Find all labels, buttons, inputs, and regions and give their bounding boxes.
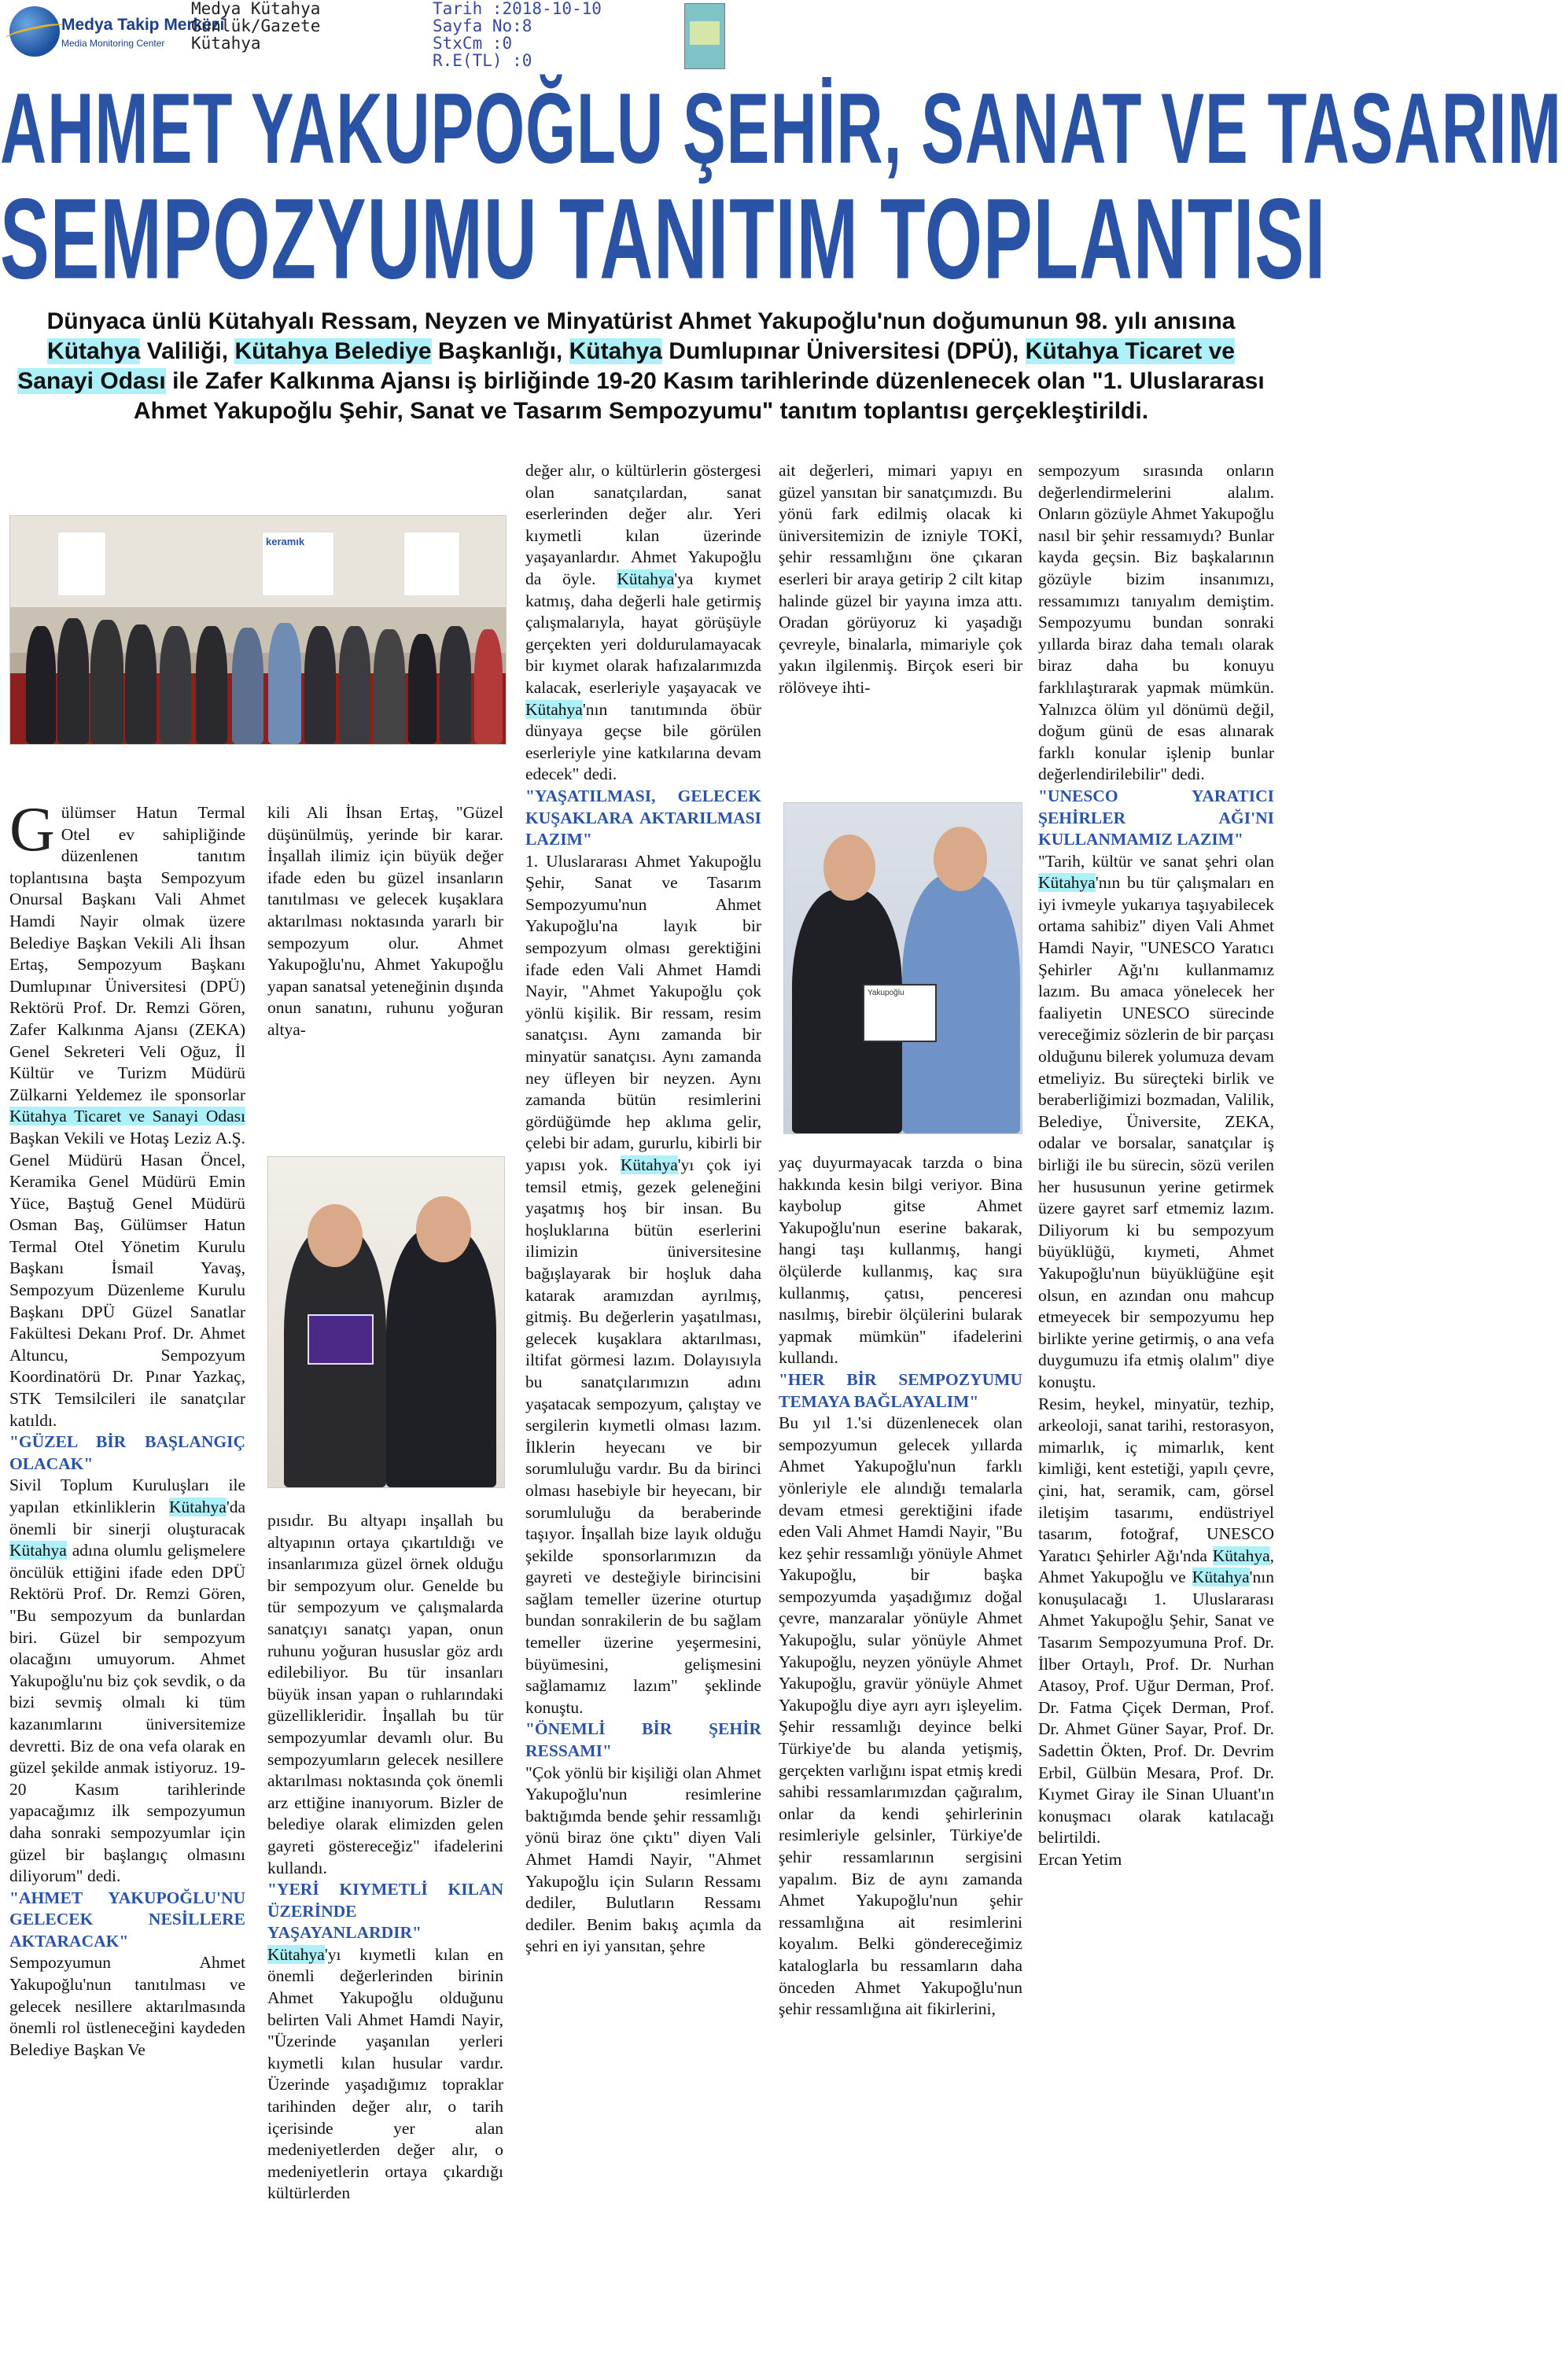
highlight: Kütahya [569,338,662,364]
banner-stand [57,532,106,596]
text: 'nın tanıtımında öbür dünyaya geçse bile görülen eserleriyle yine katkılarına devam edecek" dedi. [525,699,761,784]
folder-icon [863,984,937,1042]
highlight: Kütahya [9,1541,67,1560]
lead-text: Dünyaca ünlü Kütahyalı Ressam, Neyzen ve Minyatürist Ahmet Yakupoğlu'nun doğumunun 98. yılı anısına [46,308,1236,334]
paragraph [525,460,761,786]
paragraph: yaç duyurmayacak tarzda o bina hakkında kesin bilgi veriyor. Bina kaybolup gitse Ahmet Yakupoğlu'nun eserine bakarak, hangi taşı kullanmış, hangi ölçülerde kullanmış, kaç sıra kullanmış, çatısı, penceresi nasılmış, birebir ölçülerini bularak yapmak mümkün" ifadelerini kullandı. [779,1153,1022,1368]
person [408,634,437,744]
paragraph: "Çok yönlü bir kişiliği olan Ahmet Yakupoğlu'nun resimlerine baktığımda bende şehir ressamlığı yönü biraz öne çıktı" diyen Vali Ahmet Hamdi Nayir, "Ahmet Yakupoğlu için Suların Ressamı dediler, Bulutların Ressamı dediler. Benim bakış açımla da şehri en iyi yansıtan, şehre [525,1763,761,1956]
lead-text: Valiliği, [140,338,235,364]
highlight: Kütahya [1212,1546,1270,1565]
person [90,620,123,744]
highlight: Kütahya [525,699,583,719]
person-head [416,1196,471,1262]
page-line: Sayfa No:8 [433,17,532,35]
article-column-2-top [267,802,503,1148]
presentation-photo-2 [783,802,1022,1134]
text: "Tarih, kültür ve sanat şehri olan [1038,851,1274,871]
person [268,623,301,744]
byline: Ercan Yetim [1038,1850,1122,1869]
date-line: Tarih :2018-10-10 [433,0,602,18]
text: adına olumlu gelişmelere öncülük ettiğini ifade eden DPÜ Rektörü Prof. Dr. Remzi Gören, "Bu sempozyum da bunlardan biri. Güzel bir sempozyum olacağını umuyorum. Ahmet Yakupoğlu'nu biz çok sevdik, o da bizi sevmiş olmalı ki tüm kazanımlarını üniversitemize devretti. Biz de ona vefa olarak en güzel şekilde anmak istiyoruz. 19-20 Kasım tarihlerinde yapacağımız ilk sempozyumun daha sonraki sempozyumlar için güzel bir başlangıç olmasını diliyorum" dedi. [9,1541,245,1886]
banner-stand [403,532,460,596]
person [125,624,157,744]
presentation-photo-1 [267,1156,505,1488]
text: 'nın bu tür çalışmaları en iyi ivmeyle yukarıya taşıyabilecek ortama sahibiz" diyen Vali Ahmet Hamdi Nayir, "UNESCO Yaratıcı Şehirler Ağı'nı kullanmamız lazım. Bu amaca yönelecek her faaliyetin UNESCO sürecinde vereceğimiz sözlerin de bir parçası olduğunu bilerek yolumuza devam etmeliyiz. Bu süreçteki birlik ve beraberliğimizi bozmadan, Valilik, Belediye, Üniversite, ZEKA, odalar ve borsalar, sanatçılar iş birliği ile bu sürecin, sözü verilen her hususunun yerine getirmek üzere gayret sarf etmemiz lazım. Diliyorum ki bu sempozyum büyüklüğü, kıymeti, Ahmet Yakupoğlu'nun büyüklüğüne eşit olsun, en azından onu mahcup etmeyecek bir sempozyumu hep birlikte yerine getirmiş, o ana vefa duygumuzu ifa etmiş olalım" diye konuştu. [1038,873,1274,1391]
person [232,628,263,744]
paragraph [267,1944,503,2205]
person [339,626,370,744]
lead-text: Dumlupınar Üniversitesi (DPÜ), [661,338,1026,364]
article-column-5 [1038,460,1274,2375]
text: 'yı çok iyi temsil etmiş, gezek geleneğini yaşatmış hoş bir insan. Bu hoşluklarına bütün eserlerini ilimizin üniversitesine bağışlayarak bir hoşluk daha katarak aramızdan ayrılmış, gitmiş. Bu değerlerin yaşatılması, gelecek kuşaklara aktarılması, iltifat görmesi lazım. Dolayısıyla bu sanatçılarımızın adını yaşatacak sempozyum, çalıştay ve sergilerin kıymetli olması lazım. İlklerin heyecanı ve bir sorumluluğu vardır. Bu da birinci olması hasebiyle bir heyecanı, bir sorumluluğu da beraberinde taşıyor. İnşallah bize layık olduğu şekilde sponsorlarımızın da gayreti ve desteğiyle birincisini sağlam temeller üzerine oturtup bundan sonrakilerin de bu sağlam temeller üzerine yeşermesini, büyümesini, gelişmesini sağlamamız lazım" şeklinde konuştu. [525,1155,762,1717]
folder-label: Yakupoğlu [868,989,904,997]
folder-icon [308,1314,374,1365]
subheading: "ÖNEMLİ BİR ŞEHİR RESSAMI" [525,1719,761,1761]
text: 'yı kıymetli kılan en önemli değerlerinden birinin Ahmet Yakupoğlu olduğunu belirten Vali Ahmet Hamdi Nayir, "Üzerinde yaşanılan yerleri kıymetli kılan husular vardır. Üzerinde yaşadığımız topraklar tarihinden değer alır, o tarih içerisinde yer alan medeniyetlerden değer alır, o medeniyetlerin ortaya çıkardığı kültürlerden [267,1944,503,2203]
highlight: Kütahya Ticaret ve Sanayi Odası [9,1107,245,1126]
paragraph [9,1475,245,1887]
highlight: Kütahya Belediye [234,338,432,364]
lead-text: ile Zafer Kalkınma Ajansı iş birliğinde 19-20 Kasım tarihlerinde düzenlenecek olan "1. Uluslararası Ahmet Yakupoğlu Şehir, Sanat ve Tasarım Sempozyumu" tanıtım toplantısı gerçekleştirildi. [133,368,1265,424]
subheading: "UNESCO YARATICI ŞEHİRLER AĞI'NI KULLANMAMIZ LAZIM" [1038,786,1274,849]
paragraph: kili Ali İhsan Ertaş, "Güzel düşünülmüş, yerinde bir karar. İnşallah ilimiz için büyük değer ifade eden bu güzel insanların tanıtılması ve gelecek kuşaklara aktarılması noktasında yararlı bir sempozyum olur. Ahmet Yakupoğlu'nu, Ahmet Yakupoğlu yapan sanatsal yeteneğinin dışında onun sanatını, ruhunu yoğuran altya- [267,803,503,1039]
group-photo [9,515,507,745]
subheading: "HER BİR SEMPOZYUMU TEMAYA BAĞLAYALIM" [779,1369,1022,1411]
person [196,626,227,744]
subheading: "YAŞATILMASI, GELECEK KUŞAKLARA AKTARILMASI LAZIM" [525,786,761,849]
headline-line-1: AHMET YAKUPOĞLU ŞEHİR, SANAT VE TASARIM [0,73,1562,185]
text: Başkan Vekili ve Hotaş Leziz A.Ş. Genel Müdürü Hasan Öncel, Keramika Genel Müdürü Emin Yüce, Baştuğ Genel Müdürü Osman Baş, Gülümser Hatun Termal Otel Yönetim Kurulu Başkanı İsmail Yavaş, Sempozyum Düzenleme Kurulu Başkanı DPÜ Güzel Sanatlar Fakültesi Dekanı Prof. Dr. Ahmet Altuncu, Sempozyum Koordinatörü Dr. Pınar Yazkaç, STK Temsilcileri ile sanatçılar katıldı. [9,1128,245,1430]
logo-subtitle: Media Monitoring Center [61,38,165,49]
person [57,618,89,744]
person [374,629,405,744]
paragraph: Sempozyumun Ahmet Yakupoğlu'nun tanıtılması ve gelecek nesillere aktarılmasında önemli rol üstleneceğini kaydeden Belediye Başkan Ve [9,1953,245,2059]
article-column-3 [525,460,761,2375]
article-column-4-top [779,460,1022,798]
highlight: Kütahya [1038,873,1096,893]
person [386,1228,496,1487]
highlight: Kütahya [267,1944,325,1964]
publication-frequency: Günlük/Gazete [191,17,321,35]
paragraph [9,795,245,1431]
paragraph [525,851,761,1719]
article-column-2-bottom [267,1510,503,2375]
highlight: Kütahya [47,338,141,364]
publication-city: Kütahya [191,34,261,53]
lead-text: Başkanlığı, [431,338,569,364]
banner-text: keramık [266,536,305,547]
subheading: "AHMET YAKUPOĞLU'NU GELECEK NESİLLERE AKTARACAK" [9,1888,245,1951]
person [474,629,503,744]
page-thumbnail[interactable] [684,3,725,69]
text: 'ya kıymet katmış, daha değerli hale getirmiş çalışmalarıyla, hayat görüşüyle gerçekten yeri doldurulamayacak bir kıymet olarak hafızalarımızda kalacak, eserleriyle yaşayacak ve [525,569,761,697]
publication-name: Medya Kütahya [191,0,321,18]
banner-stand [262,532,334,596]
paragraph: pısıdır. Bu altyapı inşallah bu altyapının ortaya çıkartıldığı ve insanlarımıza güzel örnek olduğu bir sempozyum olur. Genelde bu tür sempozyum ve çalışmalarda sanatçıyı sanatçı yapan, onun ruhunu yoğuran hususlar göz ardı edilebiliyor. Bu tür insanları büyük insan yapan o ruhlarındaki güzellikleridir. İnşallah bu tür sempozyumlar devamlı olur. Bu sempozyumların gelecek nesillere aktarılması noktasında çok önemli arz ettiğine inanıyorum. Bizler de belediye olarak elimizden gelen gayreti göstereceğiz" ifadelerini kullandı. [267,1511,503,1877]
drop-cap: G [9,795,55,864]
medya-takip-logo [9,6,225,55]
text: ülümser Hatun Termal Otel ev sahipliğinde düzenlenen tanıtım toplantısına başta Sempozyum Onursal Başkanı Vali Ahmet Hamdi Nayir olmak üzere Belediye Başkan Vekili Ali İhsan Ertaş, Sempozyum Başkanı Dumlupınar Üniversitesi (DPÜ) Rektörü Prof. Dr. Remzi Gören, Zafer Kalkınma Ajansı (ZEKA) Genel Sekreteri Veli Oğuz, İl Kültür ve Turizm Müdürü Zülkarni Yeldemez ile sponsorlar [9,803,245,1104]
article-column-4-bottom [779,1152,1022,2375]
stx-line: StxCm :0 [433,34,513,53]
text: 1. Uluslararası Ahmet Yakupoğlu Şehir, Sanat ve Tasarım Sempozyumu'nun Ahmet Yakupoğlu'na layık bir sempozyum olması gerektiğini ifade eden Vali Ahmet Hamdi Nayir, "Ahmet Yakupoğlu çok yönlü kişilik. Bir ressam, resim sanatçısı. Aynı zamanda bir minyatür sanatçısı. Aynı zamanda ney üfleyen bir neyzen. Aynı zamanda bütün resimlerini gördüğümde hep aklıma gelir, çelebi bir adam, gururlu, kibirli bir yapısı yok. [525,851,761,1174]
person-head [308,1204,363,1267]
person-head [934,827,987,891]
clipping-meta [433,0,602,69]
highlight: Kütahya [617,569,675,588]
text: değer alır, o kültürlerin göstergesi olan sanatçılardan, sanat eserlerinden değer alır. Yeri kıymetli kılan üzerinde yaşayanlardır. Ahmet Yakupoğlu da öyle. [525,461,761,588]
text: Resim, heykel, minyatür, tezhip, arkeoloji, sanat tarihi, restorasyon, mimarlık, iç mimarlık, kent kimliği, kent estetiği, yapılı çevre, çini, hat, seramik, cam, görsel iletişim tasarımı, endüstriyel tasarım, fotoğraf, UNESCO Yaratıcı Şehirler Ağı'nda [1038,1394,1274,1565]
lead-paragraph [16,307,1266,426]
article-column-1 [9,795,245,2375]
text: 'nın konuşulacağı 1. Uluslararası Ahmet Yakupoğlu Şehir, Sanat ve Tasarım Sempozyumuna Prof. Dr. İlber Ortaylı, Prof. Dr. Nurhan Atasoy, Prof. Uğur Derman, Prof. Dr. Fatma Çiçek Derman, Prof. Dr. Ahmet Güner Sayar, Prof. Dr. Sadettin Ökten, Prof. Dr. Devrim Erbil, Gülbün Mesara, Prof. Dr. Kıymet Giray ile Sinan Uluant'ın konuşmacı olarak katılacağı belirtildi. [1038,1568,1274,1848]
person [26,626,56,744]
highlight: Kütahya Ticaret ve Sanayi Odası [17,338,1235,394]
person [304,626,336,744]
highlight: Kütahya [1192,1568,1250,1587]
clipping-header [0,0,1281,79]
person-head [823,834,875,901]
subheading: "YERİ KIYMETLİ KILAN ÜZERİNDE YAŞAYANLARDIR" [267,1880,503,1943]
text: Sivil Toplum Kuruluşları ile yapılan etkinliklerin [9,1476,245,1516]
paragraph: Bu yıl 1.'si düzenlenecek olan sempozyumun gelecek yıllarda Ahmet Yakupoğlu'nun farklı yönleriyle ele alındığı temalarla devam etmesi gerektiğini ifade eden Vali Ahmet Hamdi Nayir, "Bu kez şehir ressamlığı yönüyle Ahmet Yakupoğlu, bir başka sempozyumda yaşadığımız doğal çevre, manzaralar yönüyle Ahmet Yakupoğlu, sular yönüyle Ahmet Yakupoğlu, neyzen yönüyle Ahmet Yakupoğlu, gravür yönüyle Ahmet Yakupoğlu diye ayrı ayrı işleyelim. Şehir ressamlığı deyince belki Türkiye'de bu alanda yetişmiş, gerçekten varlığını ispat etmiş kredi sahibi ressamlarımızdan çağıralım, onlar da kendi şehirlerinin resimleriyle gelsinler, Türkiye'de şehir ressamlarının sergisini yapalım. Biz de aynı zamanda Ahmet Yakupoğlu'nun şehir ressamlığına ait resimlerini koyalım. Belki göndereceğimiz kataloglarla bu ressamların daha önceden Ahmet Yakupoğlu'nun şehir ressamlığına ait fikirlerini, [779,1413,1022,2019]
paragraph: ait değerleri, mimari yapıyı en güzel yansıtan bir sanatçımızdı. Bu yönü fark edilmiş olacak ki üniversitemizin de izniyle TOKİ, şehir ressamlığını öne çıkaran eserleri bir araya getirip 2 cilt kitap halinde güzel bir yayına imza attı. Oradan görüyoruz ki yaşadığı çevreyle, binalarla, mimariyle çok yakın ilgilenmiş. Birçok eseri bir rölöveye ihti- [779,461,1022,697]
globe-icon [9,6,60,57]
text: , Ahmet Yakupoğlu ve [1038,1546,1274,1587]
text: 'da önemli bir sinerji oluşturacak [9,1498,245,1538]
person [160,626,191,744]
publication-info [191,0,320,52]
paragraph [1038,1394,1274,1849]
headline-line-2: SEMPOZYUMU TANITIM TOPLANTISI [0,174,1327,303]
subheading: "GÜZEL BİR BAŞLANGIÇ OLACAK" [9,1432,245,1473]
paragraph [1038,851,1274,1394]
logo-title: Medya Takip Merkezi [61,16,225,34]
highlight: Kütahya [620,1155,678,1174]
person [440,626,471,744]
paragraph: sempozyum sırasında onların değerlendirmelerini alalım. Onların gözüyle Ahmet Yakupoğlu nasıl bir şehir ressamıydı? Bunlar kayda geçsin. Biz başkalarının gözüyle bizim insanımızı, ressamımızı tanıyalım demiştim. Sempozyumu bundan sonraki yıllarda biraz daha temalı olarak biraz daha bu konuyu farklılaştırarak yapmak mümkün. Yalnızca ölüm yıl dönümü değil, doğum günü de esas alınarak farklı konular işlenip bunlar değerlendirilebilir" dedi. [1038,461,1274,784]
re-line: R.E(TL) :0 [433,51,532,70]
highlight: Kütahya [168,1498,227,1516]
